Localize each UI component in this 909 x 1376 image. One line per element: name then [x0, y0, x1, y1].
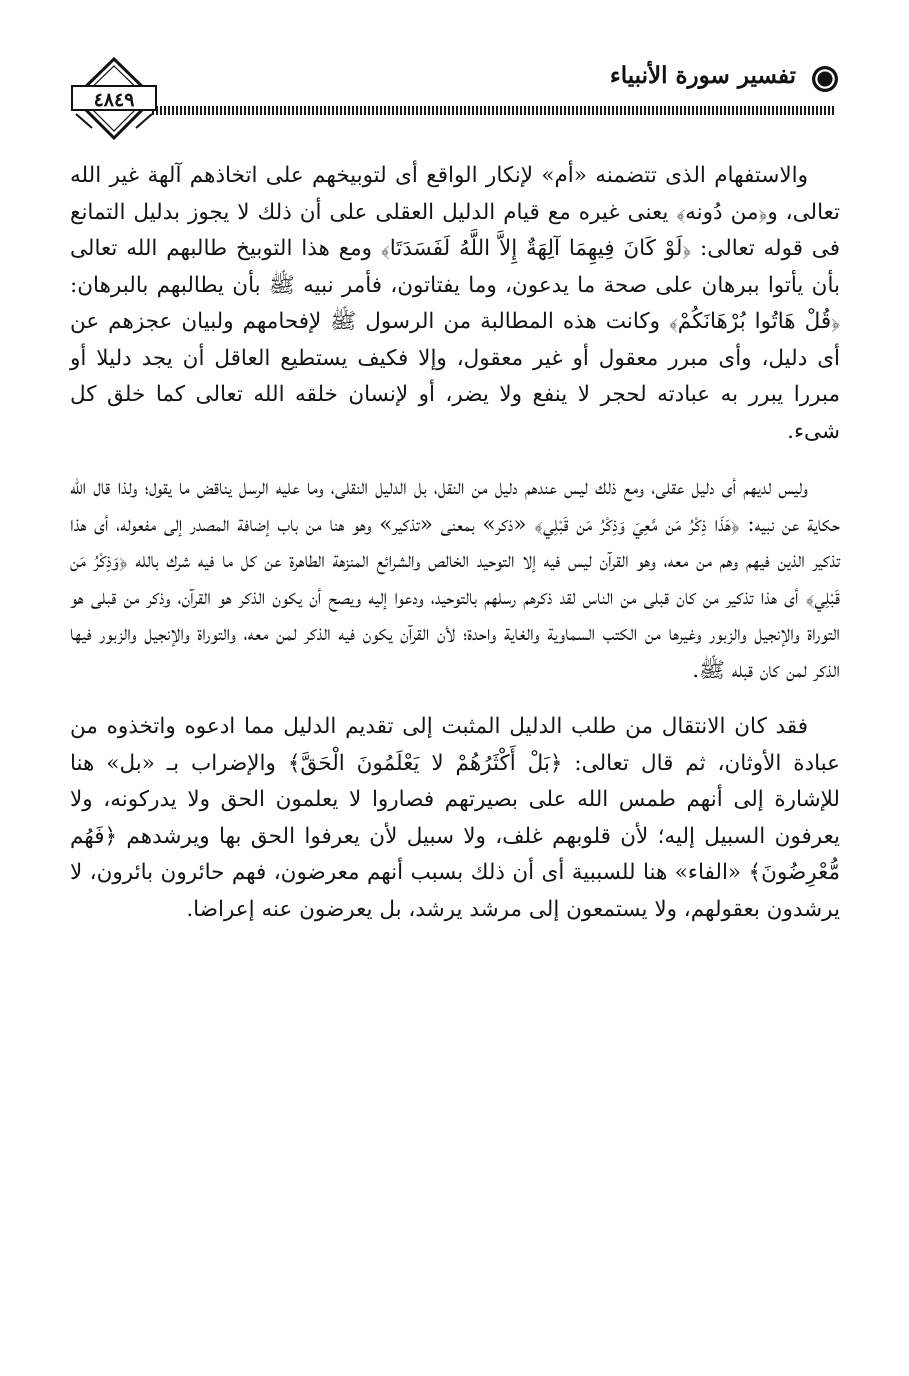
header-rule [152, 106, 836, 115]
page-body [70, 158, 840, 948]
running-title: تفسير سورة الأنبياء [609, 62, 796, 89]
page-number: ٤٨٤٩ [93, 89, 135, 111]
page-header [66, 56, 840, 146]
paragraph-2: وليس لديهم أى دليل عقلى، ومع ذلك ليس عندهم دليل من النقل، بل الدليل النقلى، وما عليه الرسل يناقض ما يقول؛ ولذا قال الله حكاية عن نبيه: ﴿هَذَا ذِكْرُ مَن مَّعِيَ وَذِكْرُ مَن قَبْلِي﴾ «ذكر» بمعنى «تذكير» وهو هنا من باب إضافة المصدر إلى مفعوله، أى هذا تذكير الذين فيهم وهم من معه، وهو القرآن ليس فيه إلا التوحيد الخالص والشرائع المنزهة الطاهرة عن كل ما فيه شرك بالله ﴿وَذِكْرُ مَن قَبْلِي﴾ أى هذا تذكير من كان قبلى من الناس لقد ذكرهم رسلهم بالتوحيد، ودعوا إليه ويصح أن يكون الذكر هو القرآن، وذكر من قبلى هو التوراة والإنجيل والزبور وغيرها من الكتب السماوية والغاية واحدة؛ لأن القرآن يكون فيه الذكر لمن معه، والتوراة والإنجيل والزبور فيها الذكر لمن كان قبله ﷺ. [70, 475, 840, 683]
header-ornament-icon [812, 66, 838, 92]
paragraph-1: والاستفهام الذى تتضمنه «أم» لإنكار الواقع أى لتوبيخهم على اتخاذهم آلهة غير الله تعالى، و﴿من دُونه﴾ يعنى غيره مع قيام الدليل العقلى على أن ذلك لا يجوز بدليل التمانع فى قوله تعالى: ﴿لَوْ كَانَ فِيهِمَا آلِهَةٌ إِلاَّ اللَّهُ لَفَسَدَتَا﴾ ومع هذا التوبيخ طالبهم الله تعالى بأن يأتوا ببرهان على صحة ما يدعون، وما يفتاتون، فأمر نبيه ﷺ بأن يطالبهم بالبرهان: ﴿قُلْ هَاتُوا بُرْهَانَكُمْ﴾ وكانت هذه المطالبة من الرسول ﷺ لإفحامهم ولبيان عجزهم عن أى دليل، وأى مبرر معقول أو غير معقول، وإلا فكيف يستطيع العاقل أن يجد دليلا أو مبررا يبرر به عبادته لحجر لا ينفع ولا يضر، أو لإنسان خلقه الله تعالى كما خلق كل شىء. [70, 163, 840, 444]
page-number-badge [66, 56, 162, 142]
paragraph-3: فقد كان الانتقال من طلب الدليل المثبت إلى تقديم الدليل مما ادعوه واتخذوه من عبادة الأوثان، ثم قال تعالى: ﴿بَلْ أَكْثَرُهُمْ لا يَعْلَمُونَ الْحَقَّ﴾ والإضراب بـ «بل» هنا للإشارة إلى أنهم طمس الله على بصيرتهم فصاروا لا يعلمون الحق ولا يدركونه، ولا يعرفون السبيل إليه؛ لأن قلوبهم غلف، ولا سبيل لأن يعرفوا الحق بها ويرشدهم ﴿فَهُم مُّعْرِضُونَ﴾ «الفاء» هنا للسببية أى أن ذلك بسبب أنهم معرضون، فهم حائرون بائرون، لا يرشدون بعقولهم، ولا يستمعون إلى مرشد يرشد، بل يعرضون عنه إعراضا. [70, 714, 840, 922]
